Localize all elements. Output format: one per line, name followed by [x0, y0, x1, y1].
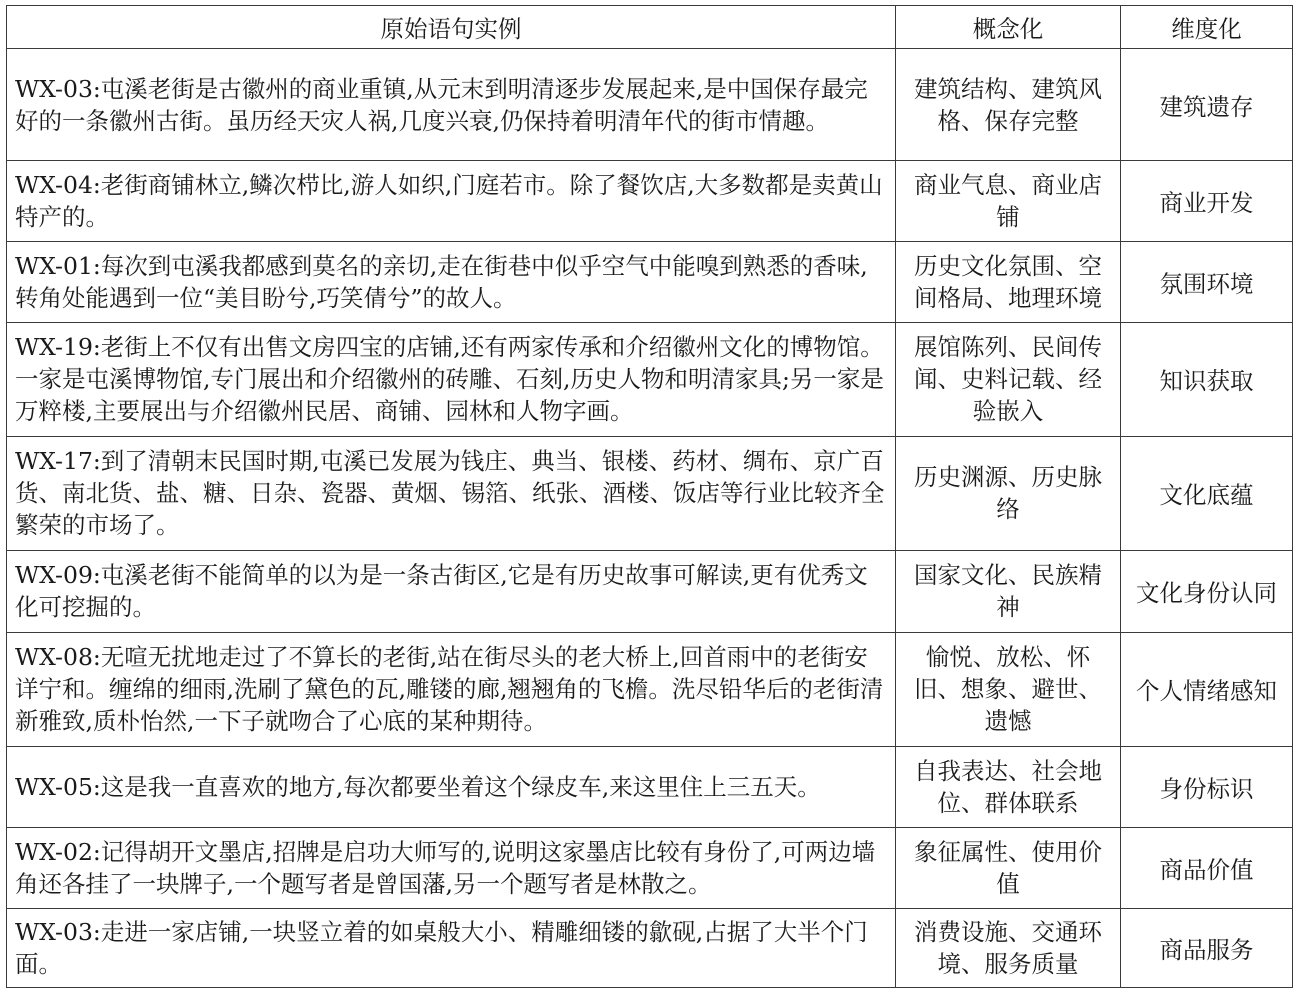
- dimension-cell: 文化底蕴: [1121, 436, 1293, 550]
- sentence-cell: WX-03:走进一家店铺,一块竖立着的如桌般大小、精雕细镂的歙砚,占据了大半个门面。: [7, 909, 896, 988]
- concept-cell: 象征属性、使用价值: [896, 828, 1121, 909]
- concept-cell: 自我表达、社会地位、群体联系: [896, 746, 1121, 828]
- header-concept: 概念化: [896, 6, 1121, 49]
- header-sentence: 原始语句实例: [7, 6, 896, 49]
- dimension-cell: 个人情绪感知: [1121, 632, 1293, 746]
- concept-cell: 愉悦、放松、怀旧、想象、避世、遗憾: [896, 632, 1121, 746]
- table-row: [7, 161, 1293, 242]
- dimension-cell: 文化身份认同: [1121, 550, 1293, 632]
- header-dimension: 维度化: [1121, 6, 1293, 49]
- table-row: [7, 550, 1293, 632]
- table-row: [7, 49, 1293, 161]
- concept-cell: 商业气息、商业店铺: [896, 161, 1121, 242]
- table-row: [7, 828, 1293, 909]
- dimension-cell: 商业开发: [1121, 161, 1293, 242]
- sentence-cell: WX-05:这是我一直喜欢的地方,每次都要坐着这个绿皮车,来这里住上三五天。: [7, 746, 896, 828]
- coding-table: [6, 5, 1293, 988]
- sentence-cell: WX-19:老街上不仅有出售文房四宝的店铺,还有两家传承和介绍徽州文化的博物馆。一家是屯溪博物馆,专门展出和介绍徽州的砖雕、石刻,历史人物和明清家具;另一家是万粹楼,主要展出与介绍徽州民居、商铺、园林和人物字画。: [7, 322, 896, 436]
- dimension-cell: 氛围环境: [1121, 241, 1293, 322]
- sentence-cell: WX-02:记得胡开文墨店,招牌是启功大师写的,说明这家墨店比较有身份了,可两边墙角还各挂了一块牌子,一个题写者是曾国藩,另一个题写者是林散之。: [7, 828, 896, 909]
- dimension-cell: 建筑遗存: [1121, 49, 1293, 161]
- table-row: [7, 909, 1293, 988]
- table-row: [7, 241, 1293, 322]
- dimension-cell: 商品价值: [1121, 828, 1293, 909]
- sentence-cell: WX-09:屯溪老街不能简单的以为是一条古街区,它是有历史故事可解读,更有优秀文化可挖掘的。: [7, 550, 896, 632]
- dimension-cell: 知识获取: [1121, 322, 1293, 436]
- concept-cell: 国家文化、民族精神: [896, 550, 1121, 632]
- table-row: [7, 632, 1293, 746]
- concept-cell: 历史渊源、历史脉络: [896, 436, 1121, 550]
- sentence-cell: WX-01:每次到屯溪我都感到莫名的亲切,走在街巷中似乎空气中能嗅到熟悉的香味,转角处能遇到一位“美目盼兮,巧笑倩兮”的故人。: [7, 241, 896, 322]
- table-row: [7, 436, 1293, 550]
- sentence-cell: WX-17:到了清朝末民国时期,屯溪已发展为钱庄、典当、银楼、药材、绸布、京广百货、南北货、盐、糖、日杂、瓷器、黄烟、锡箔、纸张、酒楼、饭店等行业比较齐全繁荣的市场了。: [7, 436, 896, 550]
- table-row: [7, 322, 1293, 436]
- dimension-cell: 身份标识: [1121, 746, 1293, 828]
- sentence-cell: WX-04:老街商铺林立,鳞次栉比,游人如织,门庭若市。除了餐饮店,大多数都是卖黄山特产的。: [7, 161, 896, 242]
- concept-cell: 历史文化氛围、空间格局、地理环境: [896, 241, 1121, 322]
- header-row: [7, 6, 1293, 49]
- concept-cell: 消费设施、交通环境、服务质量: [896, 909, 1121, 988]
- table-row: [7, 746, 1293, 828]
- sentence-cell: WX-08:无喧无扰地走过了不算长的老街,站在街尽头的老大桥上,回首雨中的老街安详宁和。缠绵的细雨,洗刷了黛色的瓦,雕镂的廊,翘翘角的飞檐。洗尽铅华后的老街清新雅致,质朴怡然,一下子就吻合了心底的某种期待。: [7, 632, 896, 746]
- concept-cell: 展馆陈列、民间传闻、史料记载、经验嵌入: [896, 322, 1121, 436]
- sentence-cell: WX-03:屯溪老街是古徽州的商业重镇,从元末到明清逐步发展起来,是中国保存最完好的一条徽州古街。虽历经天灾人祸,几度兴衰,仍保持着明清年代的街市情趣。: [7, 49, 896, 161]
- dimension-cell: 商品服务: [1121, 909, 1293, 988]
- concept-cell: 建筑结构、建筑风格、保存完整: [896, 49, 1121, 161]
